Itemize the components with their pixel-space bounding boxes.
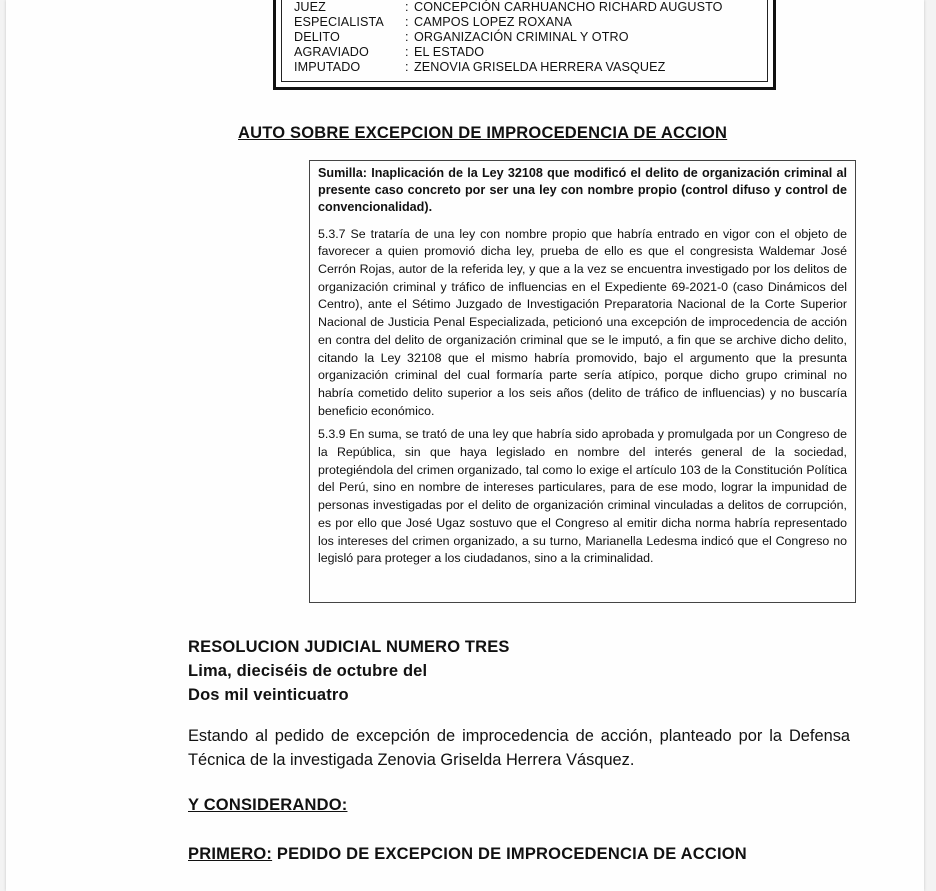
header-separator: : (405, 0, 409, 14)
resolution-number: RESOLUCION JUDICIAL NUMERO TRES (188, 638, 510, 656)
primero-text: PEDIDO DE EXCEPCION DE IMPROCEDENCIA DE ACCION (272, 845, 747, 863)
header-separator: : (405, 30, 409, 44)
header-label: DELITO (294, 30, 340, 44)
body-paragraph: Estando al pedido de excepción de improcedencia de acción, planteado por la Defensa Técnica de la investigada Zenovia Griselda Herrera Vásquez. (188, 727, 850, 769)
case-header-box (273, 0, 776, 90)
header-row-agraviado (294, 45, 484, 60)
paragraph-5-3-9: 5.3.9 En suma, se trató de una ley que habría sido aprobada y promulgada por un Congreso de la República, sin que haya legislado en nombre del interés general de la sociedad, protegiéndola del crimen organizado, tal como lo exige el artículo 103 de la Constitución Política del Perú, sino en nombre de intereses particulares, para de ese modo, lograr la impunidad de personas investigadas por el delito de organización criminal vinculadas a delitos de corrupción, es por ello que José Ugaz sostuvo que el Congreso al emitir dicha norma habría representado los intereses del crimen organizado, a su turno, Marianella Ledesma indicó que el Congreso no legisló para proteger a los ciudadanos, sino a la criminalidad. (318, 427, 847, 566)
header-value: CAMPOS LOPEZ ROXANA (414, 15, 572, 29)
primero-heading (188, 845, 747, 864)
document-page (6, 0, 924, 891)
header-row-delito (294, 30, 629, 45)
quoted-excerpt-box (309, 160, 856, 603)
header-label: ESPECIALISTA (294, 15, 384, 29)
primero-label: PRIMERO: (188, 845, 273, 863)
sumilla-text: Sumilla: Inaplicación de la Ley 32108 que modificó el delito de organización criminal al presente caso concreto por ser una ley con nombre propio (control difuso y control de convencionalidad). (318, 166, 847, 215)
header-label: IMPUTADO (294, 60, 361, 74)
header-separator: : (405, 60, 409, 74)
header-value: EL ESTADO (414, 45, 485, 59)
header-row-especialista (294, 15, 572, 30)
header-label: AGRAVIADO (294, 45, 369, 59)
header-row-imputado (294, 60, 665, 75)
paragraph-5-3-7: 5.3.7 Se trataría de una ley con nombre propio que habría entrado en vigor con el objeto de favorecer a quien promovió dicha ley, prueba de ello es que el congresista Waldemar José Cerrón Rojas, autor de la referida ley, y que a la vez se encuentra investigado por los delitos de organización criminal y tráfico de influencias en el Expediente 69-2021-0 (caso Dinámicos del Centro), ante el Sétimo Juzgado de Investigación Preparatoria Nacional de la Corte Superior Nacional de Justicia Penal Especializada, peticionó una excepción de improcedencia de acción en contra del delito de organización criminal que se le imputó, a fin que se archive dicho delito, citando la Ley 32108 que el mismo habría promovido, bajo el argumento que la presunta organización criminal del cual formaría parte sería atípico, porque dicho grupo criminal no habría cometido delito superior a los seis años (delito de tráfico de influencias) y no buscaría beneficio económico. (318, 226, 847, 418)
header-row-juez (294, 0, 723, 15)
considerando-heading: Y CONSIDERANDO: (188, 796, 348, 814)
document-title: AUTO SOBRE EXCEPCION DE IMPROCEDENCIA DE ACCION (238, 124, 728, 142)
header-separator: : (405, 15, 409, 29)
resolution-date-line2: Dos mil veinticuatro (188, 686, 349, 704)
resolution-date-line1: Lima, dieciséis de octubre del (188, 662, 428, 680)
header-separator: : (405, 45, 409, 59)
header-value: ORGANIZACIÓN CRIMINAL Y OTRO (414, 30, 629, 44)
header-value: CONCEPCIÓN CARHUANCHO RICHARD AUGUSTO (414, 0, 723, 14)
header-value: ZENOVIA GRISELDA HERRERA VASQUEZ (414, 60, 666, 74)
header-label: JUEZ (294, 0, 326, 14)
